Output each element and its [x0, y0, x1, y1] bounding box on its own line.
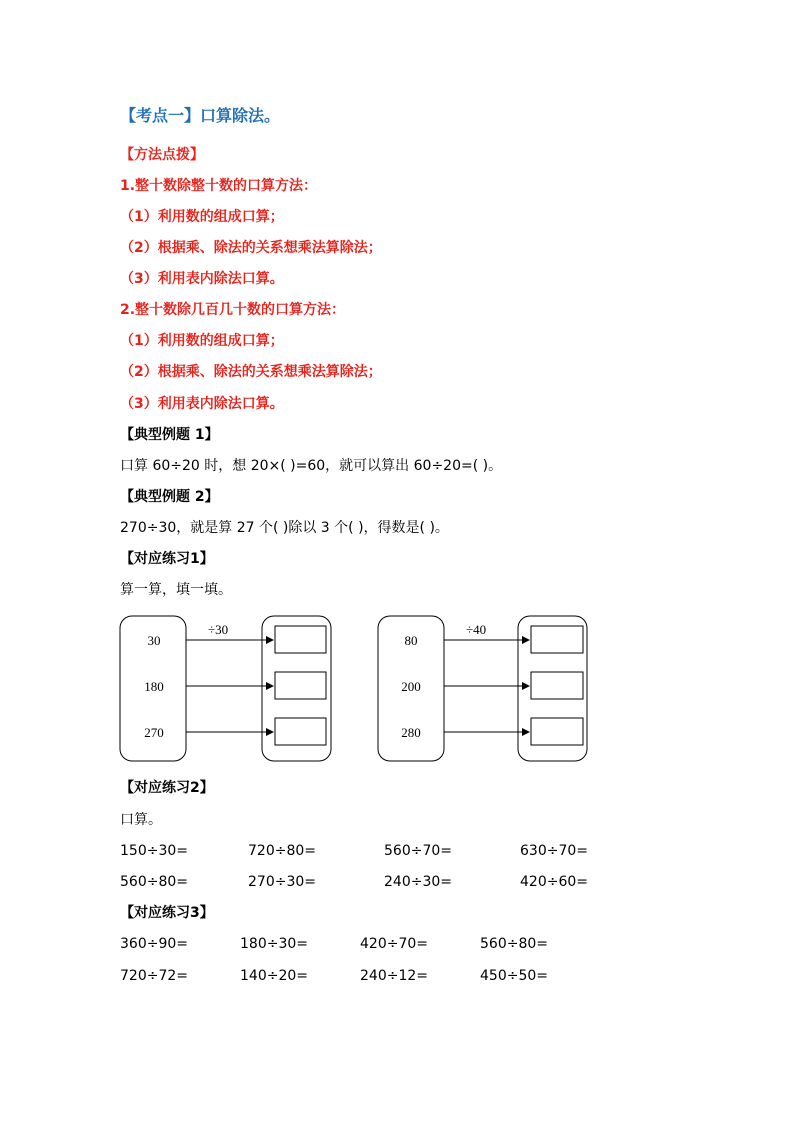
practice2-problem: 420÷60= — [520, 874, 588, 890]
practice3-problem: 560÷80= — [480, 936, 548, 952]
example1-text: 口算 60÷20 时，想 20×( )=60，就可以算出 60÷20=( )。 — [120, 458, 503, 474]
method-line: （1）利用数的组成口算； — [120, 209, 284, 225]
right-answer-box[interactable] — [531, 672, 583, 699]
left-input-value: 270 — [144, 725, 164, 740]
practice2-problem: 150÷30= — [120, 843, 188, 859]
practice2-problem: 240÷30= — [384, 874, 452, 890]
practice3-title: 【对应练习3】 — [120, 905, 214, 921]
left-operator-label: ÷30 — [208, 622, 229, 637]
left-answer-box[interactable] — [275, 672, 326, 699]
method-line: （3）利用表内除法口算。 — [120, 271, 284, 287]
method-line: （2）根据乘、除法的关系想乘法算除法； — [120, 364, 382, 380]
left-input-value: 180 — [144, 679, 164, 694]
method-line: （3）利用表内除法口算。 — [120, 396, 284, 412]
example2-title: 【典型例题 2】 — [120, 489, 219, 505]
practice2-problem: 270÷30= — [248, 874, 316, 890]
left-answer-box[interactable] — [275, 718, 326, 745]
division-machine-diagram — [118, 612, 593, 764]
practice2-problem: 630÷70= — [520, 843, 588, 859]
left-answer-box[interactable] — [275, 626, 326, 653]
practice3-problem: 240÷12= — [360, 968, 428, 984]
right-answer-box[interactable] — [531, 626, 583, 653]
right-operator-label: ÷40 — [466, 622, 487, 637]
practice1-instruction: 算一算，填一填。 — [120, 582, 232, 598]
left-input-value: 30 — [147, 633, 161, 648]
right-input-value: 280 — [401, 725, 421, 740]
practice2-problem: 720÷80= — [248, 843, 316, 859]
section-heading: 【考点一】口算除法。 — [120, 106, 281, 125]
method-line: 1.整十数除整十数的口算方法： — [120, 178, 318, 194]
practice3-problem: 450÷50= — [480, 968, 548, 984]
practice3-problem: 420÷70= — [360, 936, 428, 952]
method-line: 2.整十数除几百几十数的口算方法： — [120, 302, 346, 318]
right-input-value: 80 — [404, 633, 418, 648]
practice3-problem: 360÷90= — [120, 936, 188, 952]
method-line: （1）利用数的组成口算； — [120, 333, 284, 349]
practice3-problem: 720÷72= — [120, 968, 188, 984]
method-line: （2）根据乘、除法的关系想乘法算除法； — [120, 240, 382, 256]
example2-text: 270÷30，就是算 27 个( )除以 3 个( )，得数是( )。 — [120, 520, 449, 536]
practice2-instruction: 口算。 — [120, 812, 162, 828]
example1-title: 【典型例题 1】 — [120, 427, 219, 443]
method-title: 【方法点拨】 — [120, 147, 204, 163]
practice2-problem: 560÷80= — [120, 874, 188, 890]
right-input-value: 200 — [401, 679, 421, 694]
practice3-problem: 180÷30= — [240, 936, 308, 952]
right-answer-box[interactable] — [531, 718, 583, 745]
practice2-title: 【对应练习2】 — [120, 780, 214, 796]
practice3-problem: 140÷20= — [240, 968, 308, 984]
practice1-title: 【对应练习1】 — [120, 551, 214, 567]
practice2-problem: 560÷70= — [384, 843, 452, 859]
